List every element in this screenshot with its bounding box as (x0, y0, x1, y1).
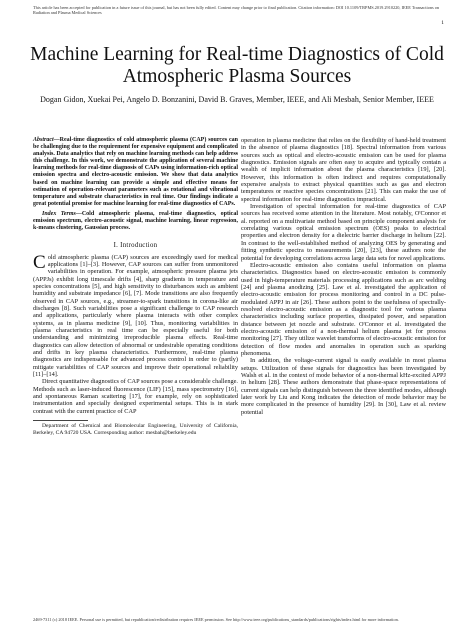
right-column (241, 137, 446, 416)
copyright-footer: 2469-7311 (c) 2018 IEEE. Personal use is permitted, but republication/redistribution requires IEEE permission. See http://www.ieee.org/publications_standards/publications/rights/index.html for more information. (33, 617, 399, 622)
body-paragraph-3: Electro-acoustic emission also contains useful information on plasma characteristics. Diagnostics based on electro-acoustic emission is commonly used in high-temperature materials processing applications such as arc welding [24] and plasma anodizing [25]. Law et al. investigated the application of electro-acoustic emission for process monitoring and control in a DC pulse-modulated APPJ in air [26]. These authors point to the usefulness of spectrally-resolved electro-acoustic emission as a diagnostic tool for various plasma characteristics including surface properties, dissipated power, and separation distance between jet nozzle and substrate. O'Connor et al. investigated the electro-acoustic emission of a non-thermal helium plasma jet for process monitoring [27]. They utilize wavelet transforms of electro-acoustic emission for detection of flow modes and anomalies in operation such as sparking phenomena. (241, 261, 446, 357)
index-terms-label: Index Terms (42, 210, 76, 217)
paper-title: Machine Learning for Real-time Diagnostics of Cold Atmospheric Plasma Sources (30, 44, 444, 87)
body-paragraph-2: Investigation of spectral information for real-time diagnostics of CAP sources has received some attention in the literature. Most notably, O'Connor et al. reported on a multivariate method based on principle component analysis for correlating various optical emission spectrum (OES) peaks to electrical properties and electron density for a dielectric barrier discharge in helium [22]. In contrast to the well-established method of analyzing OES by generating and fitting synthetic spectra to measurements [20], [23], these authors note the potential for developing correlations across large data sets for novel applications. (241, 203, 446, 262)
body-paragraph-1: operation in plasma medicine that relies on the flexibility of hand-held treatment in the absence of plasma diagnostics [18]. Spectral information from various sources such as optical and electro-acoustic emission can be used for plasma diagnostics. Emission signals are often easy to acquire and typically contain a wealth of implicit information about the plasma characteristics [19], [20]. However, this information is often indirect and requires computationally expensive analysis to extract physical quantities such as gas and electron temperatures or reactive species concentrations [21]. This can make the use of spectral information for real-time diagnostics impractical. (241, 137, 446, 203)
abstract-text: —Real-time diagnostics of cold atmospheric plasma (CAP) sources can be challenging due to the requirement for expensive equipment and complicated analysis. Data analytics that rely on machine learning methods can help address this challenge. In this work, we demonstrate the application of several machine learning methods for real-time diagnosis of CAPs using information-rich optical emission spectra and electro-acoustic emission. We show that data analytics based on machine learning can provide a simple and effective means for estimation of operation-relevant parameters such as rotational and vibrational temperature and substrate characteristics in real time. Our findings indicate a great potential promise for machine learning for real-time diagnostics of CAPs. (33, 137, 238, 207)
header-note: This article has been accepted for publication in a future issue of this journal, but has not been fully edited. Content may change prior to final publication. Citation information: DOI 10.1109/TRPMS.2019.2910220, IEEE Transactions on Radiation and Plasma Medical Sciences (33, 5, 440, 16)
body-paragraph-4: In addition, the voltage-current signal is easily available in most plasma setups. Utilization of these signals for diagnostics has been investigated by Walsh et al. in the context of mode behavior of a non-thermal kHz-excited APPJ in helium [28]. These authors demonstrate that phase-space representations of current signals can help distinguish between the three identified modes, although later work by Liu and Kong indicates the detection of mode behavior may be more complicated in the presence of humidity [29]. In [30], Law et al. review potential (241, 357, 446, 416)
left-column (33, 137, 238, 436)
drop-cap: C (33, 251, 46, 273)
abstract (33, 137, 238, 208)
intro-paragraph-1-text: old atmospheric plasma (CAP) sources are exceedingly used for medical applications [1]–[3]. However, CAP sources can suffer from unmonitored variabilities in operation. For example, atmospheric pressure plasma jets (APPJs) exhibit long timescale drifts [4], sharp gradients in temperature and species concentrations [5], and high sensitivity to disturbances such as ambient humidity and substrate impedance [6], [7]. Mode transitions are also frequently observed in CAP sources, e.g., streamer-to-spark transitions in corona-like air discharges [8]. Such variabilities pose a significant challenge to CAP research and applications, particularly where plasma interacts with other complex systems, as in plasma medicine [9], [10]. Thus, monitoring variabilities in plasma characteristics in real time can be especially useful for both understanding and minimizing irreproducible plasma effects. Real-time diagnostics can allow detection of abnormal or undesirable operating conditions and drifts in key plasma characteristics. Furthermore, real-time plasma diagnostics are indispensable for advanced process control in order to (partly) mitigate variabilities of CAP sources and improve their operational reliability [11]–[14]. (33, 253, 238, 379)
affiliation-footnote: Department of Chemical and Biomolecular Engineering, University of California, Berkeley, CA 94720 USA. Corresponding author: mesbah@berkeley.edu (33, 423, 238, 436)
section-heading: I. Introduction (113, 242, 158, 250)
abstract-label: Abstract (33, 137, 54, 143)
footnote-rule (33, 420, 88, 421)
index-terms-text: —Cold atmospheric plasma, real-time diagnostics, optical emission spectrum, electro-acoustic signal, machine learning, linear regression, k-means clustering, Gaussian process. (33, 210, 238, 232)
index-terms (33, 211, 238, 232)
intro-paragraph-2: Direct quantitative diagnostics of CAP sources pose a considerable challenge. Methods such as laser-induced fluorescence (LIF) [15], mass spectrometry [16], and spontaneous Raman scattering [17], for example, rely on sophisticated instrumentation and specially designed experimental setups. This is in stark contrast with the current practice of CAP (33, 378, 238, 415)
intro-paragraph-1 (33, 251, 238, 379)
page-number: 1 (441, 20, 444, 26)
author-list: Dogan Gidon, Xuekai Pei, Angelo D. Bonzanini, David B. Graves, Member, IEEE, and Ali Mesbah, Senior Member, IEEE (40, 95, 434, 104)
